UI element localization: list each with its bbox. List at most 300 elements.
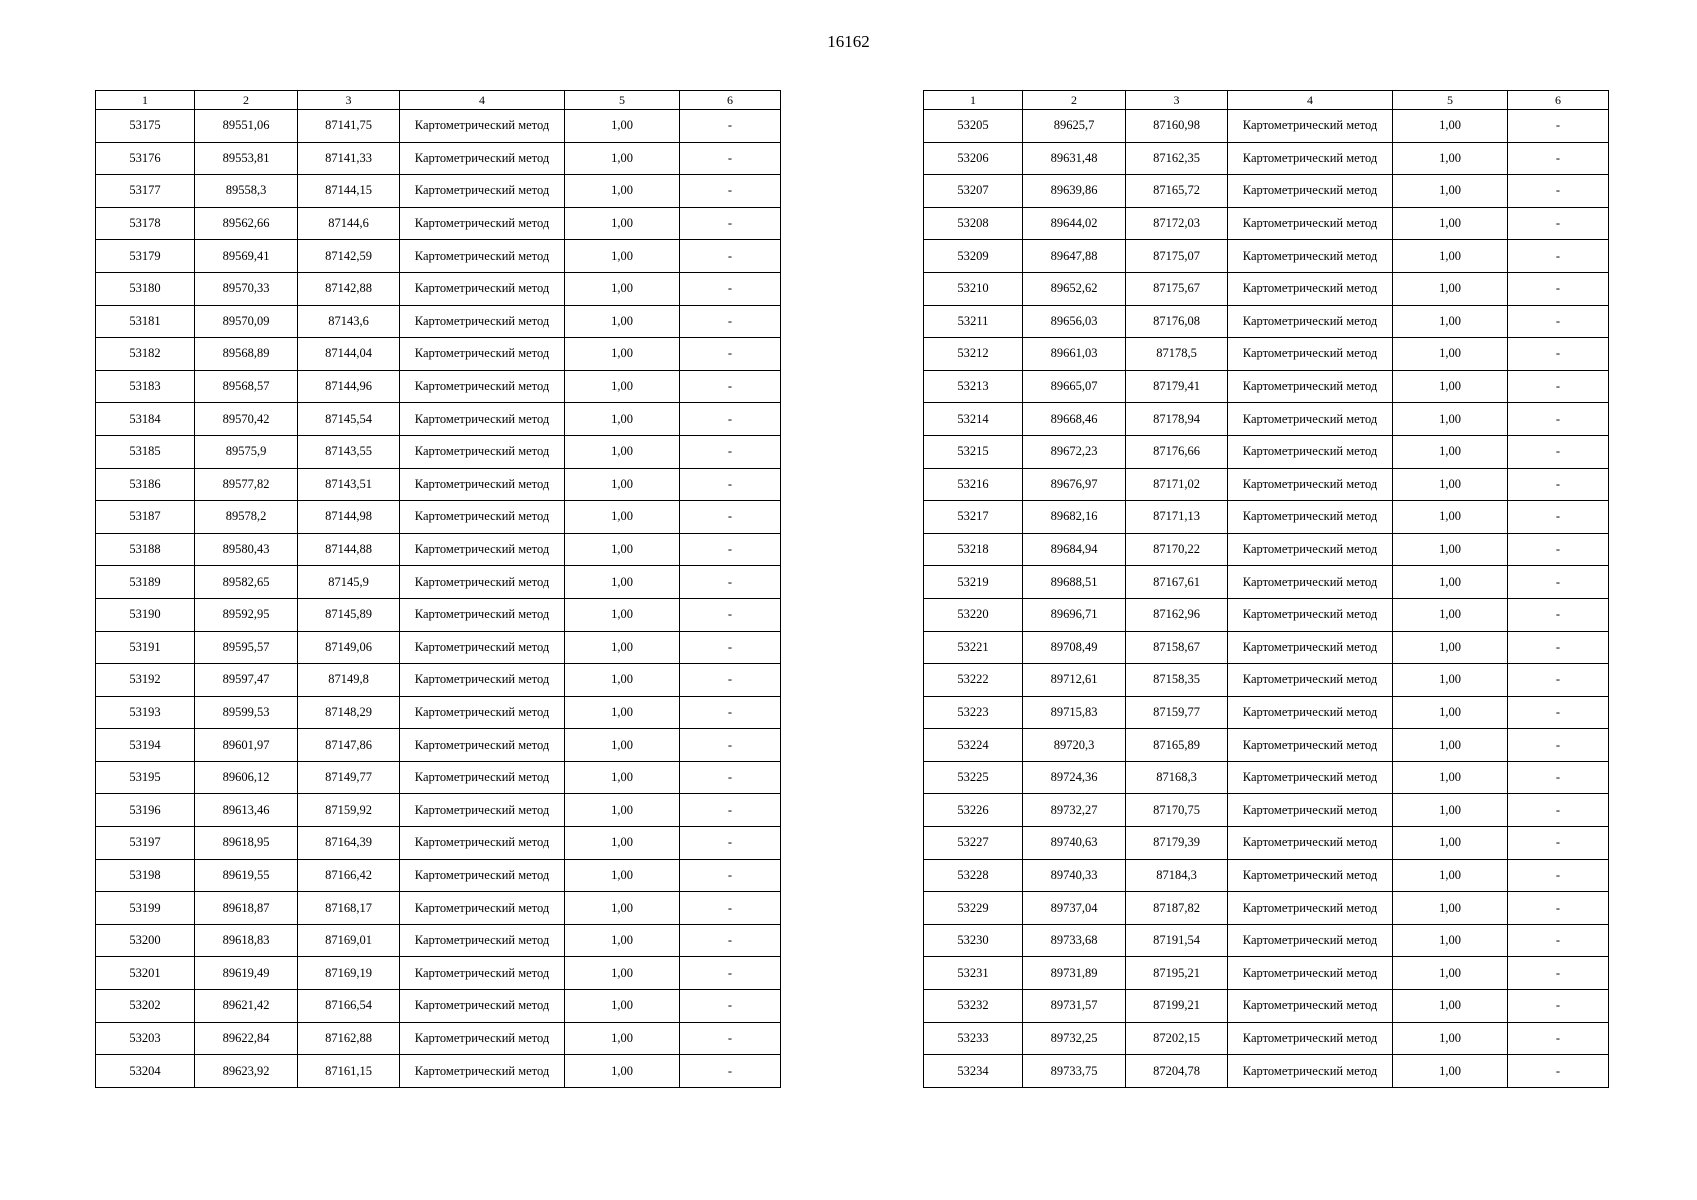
coordinates-table-left — [95, 90, 781, 1088]
method-cell: Картометрический метод — [400, 240, 565, 273]
point-number-cell: 53200 — [96, 924, 195, 957]
method-cell: Картометрический метод — [1228, 827, 1393, 860]
note-cell: - — [680, 468, 781, 501]
table-row — [96, 142, 781, 175]
y-coordinate-cell: 87141,75 — [298, 110, 400, 143]
x-coordinate-cell: 89618,87 — [195, 892, 298, 925]
y-coordinate-cell: 87165,89 — [1126, 729, 1228, 762]
y-coordinate-cell: 87159,77 — [1126, 696, 1228, 729]
table-row — [924, 142, 1609, 175]
table-row — [96, 761, 781, 794]
table-row — [924, 924, 1609, 957]
y-coordinate-cell: 87169,19 — [298, 957, 400, 990]
x-coordinate-cell: 89656,03 — [1023, 305, 1126, 338]
y-coordinate-cell: 87170,75 — [1126, 794, 1228, 827]
column-header: 4 — [400, 91, 565, 110]
y-coordinate-cell: 87178,94 — [1126, 403, 1228, 436]
table-row — [924, 305, 1609, 338]
table-row — [96, 110, 781, 143]
y-coordinate-cell: 87187,82 — [1126, 892, 1228, 925]
x-coordinate-cell: 89682,16 — [1023, 501, 1126, 534]
table-row — [924, 598, 1609, 631]
point-number-cell: 53180 — [96, 272, 195, 305]
point-number-cell: 53196 — [96, 794, 195, 827]
table-row — [96, 338, 781, 371]
y-coordinate-cell: 87144,15 — [298, 175, 400, 208]
x-coordinate-cell: 89724,36 — [1023, 761, 1126, 794]
table-row — [924, 566, 1609, 599]
x-coordinate-cell: 89568,89 — [195, 338, 298, 371]
y-coordinate-cell: 87169,01 — [298, 924, 400, 957]
accuracy-cell: 1,00 — [565, 338, 680, 371]
accuracy-cell: 1,00 — [565, 761, 680, 794]
x-coordinate-cell: 89613,46 — [195, 794, 298, 827]
point-number-cell: 53208 — [924, 207, 1023, 240]
table-row — [96, 859, 781, 892]
table-row — [924, 435, 1609, 468]
x-coordinate-cell: 89731,89 — [1023, 957, 1126, 990]
table-row — [924, 631, 1609, 664]
method-cell: Картометрический метод — [400, 142, 565, 175]
accuracy-cell: 1,00 — [1393, 207, 1508, 240]
column-header: 2 — [1023, 91, 1126, 110]
accuracy-cell: 1,00 — [1393, 664, 1508, 697]
table-row — [96, 175, 781, 208]
note-cell: - — [680, 435, 781, 468]
x-coordinate-cell: 89631,48 — [1023, 142, 1126, 175]
method-cell: Картометрический метод — [1228, 1055, 1393, 1088]
note-cell: - — [680, 794, 781, 827]
y-coordinate-cell: 87149,06 — [298, 631, 400, 664]
point-number-cell: 53201 — [96, 957, 195, 990]
point-number-cell: 53211 — [924, 305, 1023, 338]
table-row — [96, 403, 781, 436]
table-row — [924, 990, 1609, 1023]
point-number-cell: 53218 — [924, 533, 1023, 566]
point-number-cell: 53177 — [96, 175, 195, 208]
column-header: 1 — [96, 91, 195, 110]
x-coordinate-cell: 89582,65 — [195, 566, 298, 599]
y-coordinate-cell: 87195,21 — [1126, 957, 1228, 990]
x-coordinate-cell: 89731,57 — [1023, 990, 1126, 1023]
accuracy-cell: 1,00 — [565, 729, 680, 762]
method-cell: Картометрический метод — [400, 1022, 565, 1055]
table-row — [924, 794, 1609, 827]
x-coordinate-cell: 89569,41 — [195, 240, 298, 273]
x-coordinate-cell: 89652,62 — [1023, 272, 1126, 305]
method-cell: Картометрический метод — [400, 338, 565, 371]
accuracy-cell: 1,00 — [1393, 598, 1508, 631]
accuracy-cell: 1,00 — [1393, 1055, 1508, 1088]
method-cell: Картометрический метод — [400, 468, 565, 501]
note-cell: - — [1508, 957, 1609, 990]
y-coordinate-cell: 87199,21 — [1126, 990, 1228, 1023]
y-coordinate-cell: 87202,15 — [1126, 1022, 1228, 1055]
point-number-cell: 53229 — [924, 892, 1023, 925]
note-cell: - — [680, 370, 781, 403]
note-cell: - — [1508, 827, 1609, 860]
x-coordinate-cell: 89639,86 — [1023, 175, 1126, 208]
y-coordinate-cell: 87149,8 — [298, 664, 400, 697]
method-cell: Картометрический метод — [400, 892, 565, 925]
point-number-cell: 53230 — [924, 924, 1023, 957]
note-cell: - — [680, 338, 781, 371]
accuracy-cell: 1,00 — [565, 403, 680, 436]
note-cell: - — [680, 403, 781, 436]
accuracy-cell: 1,00 — [1393, 468, 1508, 501]
accuracy-cell: 1,00 — [1393, 240, 1508, 273]
accuracy-cell: 1,00 — [1393, 924, 1508, 957]
column-header: 2 — [195, 91, 298, 110]
method-cell: Картометрический метод — [400, 827, 565, 860]
table-row — [924, 403, 1609, 436]
note-cell: - — [680, 924, 781, 957]
accuracy-cell: 1,00 — [1393, 696, 1508, 729]
note-cell: - — [680, 1022, 781, 1055]
accuracy-cell: 1,00 — [565, 1055, 680, 1088]
accuracy-cell: 1,00 — [1393, 761, 1508, 794]
y-coordinate-cell: 87162,88 — [298, 1022, 400, 1055]
method-cell: Картометрический метод — [400, 696, 565, 729]
note-cell: - — [680, 501, 781, 534]
table-row — [96, 370, 781, 403]
point-number-cell: 53222 — [924, 664, 1023, 697]
x-coordinate-cell: 89732,25 — [1023, 1022, 1126, 1055]
note-cell: - — [1508, 468, 1609, 501]
method-cell: Картометрический метод — [400, 631, 565, 664]
y-coordinate-cell: 87145,9 — [298, 566, 400, 599]
accuracy-cell: 1,00 — [565, 794, 680, 827]
y-coordinate-cell: 87179,39 — [1126, 827, 1228, 860]
accuracy-cell: 1,00 — [565, 1022, 680, 1055]
method-cell: Картометрический метод — [400, 990, 565, 1023]
note-cell: - — [680, 761, 781, 794]
x-coordinate-cell: 89672,23 — [1023, 435, 1126, 468]
table-header — [96, 91, 781, 110]
table-row — [96, 664, 781, 697]
point-number-cell: 53221 — [924, 631, 1023, 664]
method-cell: Картометрический метод — [400, 207, 565, 240]
note-cell: - — [680, 957, 781, 990]
point-number-cell: 53187 — [96, 501, 195, 534]
y-coordinate-cell: 87145,54 — [298, 403, 400, 436]
table-row — [96, 305, 781, 338]
note-cell: - — [1508, 729, 1609, 762]
point-number-cell: 53190 — [96, 598, 195, 631]
method-cell: Картометрический метод — [1228, 696, 1393, 729]
page-number: 16162 — [827, 32, 870, 51]
method-cell: Картометрический метод — [1228, 990, 1393, 1023]
column-header: 5 — [1393, 91, 1508, 110]
accuracy-cell: 1,00 — [565, 924, 680, 957]
y-coordinate-cell: 87145,89 — [298, 598, 400, 631]
method-cell: Картометрический метод — [400, 403, 565, 436]
note-cell: - — [1508, 794, 1609, 827]
x-coordinate-cell: 89720,3 — [1023, 729, 1126, 762]
method-cell: Картометрический метод — [1228, 892, 1393, 925]
note-cell: - — [680, 207, 781, 240]
x-coordinate-cell: 89625,7 — [1023, 110, 1126, 143]
method-cell: Картометрический метод — [400, 370, 565, 403]
x-coordinate-cell: 89708,49 — [1023, 631, 1126, 664]
point-number-cell: 53226 — [924, 794, 1023, 827]
table-header — [924, 91, 1609, 110]
method-cell: Картометрический метод — [400, 924, 565, 957]
y-coordinate-cell: 87172,03 — [1126, 207, 1228, 240]
point-number-cell: 53216 — [924, 468, 1023, 501]
note-cell: - — [680, 729, 781, 762]
table-row — [96, 598, 781, 631]
method-cell: Картометрический метод — [400, 175, 565, 208]
method-cell: Картометрический метод — [1228, 533, 1393, 566]
table-row — [924, 370, 1609, 403]
accuracy-cell: 1,00 — [565, 272, 680, 305]
table-row — [924, 957, 1609, 990]
y-coordinate-cell: 87204,78 — [1126, 1055, 1228, 1088]
point-number-cell: 53175 — [96, 110, 195, 143]
x-coordinate-cell: 89570,42 — [195, 403, 298, 436]
x-coordinate-cell: 89618,95 — [195, 827, 298, 860]
y-coordinate-cell: 87191,54 — [1126, 924, 1228, 957]
method-cell: Картометрический метод — [1228, 435, 1393, 468]
note-cell: - — [680, 533, 781, 566]
accuracy-cell: 1,00 — [1393, 566, 1508, 599]
point-number-cell: 53186 — [96, 468, 195, 501]
accuracy-cell: 1,00 — [565, 664, 680, 697]
x-coordinate-cell: 89676,97 — [1023, 468, 1126, 501]
note-cell: - — [1508, 598, 1609, 631]
point-number-cell: 53224 — [924, 729, 1023, 762]
method-cell: Картометрический метод — [1228, 142, 1393, 175]
point-number-cell: 53179 — [96, 240, 195, 273]
y-coordinate-cell: 87171,02 — [1126, 468, 1228, 501]
table-row — [924, 729, 1609, 762]
x-coordinate-cell: 89597,47 — [195, 664, 298, 697]
method-cell: Картометрический метод — [1228, 338, 1393, 371]
y-coordinate-cell: 87175,07 — [1126, 240, 1228, 273]
method-cell: Картометрический метод — [1228, 598, 1393, 631]
column-header: 5 — [565, 91, 680, 110]
note-cell: - — [680, 1055, 781, 1088]
note-cell: - — [1508, 631, 1609, 664]
x-coordinate-cell: 89553,81 — [195, 142, 298, 175]
y-coordinate-cell: 87158,35 — [1126, 664, 1228, 697]
table-row — [96, 696, 781, 729]
x-coordinate-cell: 89740,33 — [1023, 859, 1126, 892]
table-row — [924, 501, 1609, 534]
method-cell: Картометрический метод — [400, 435, 565, 468]
table-row — [924, 207, 1609, 240]
note-cell: - — [1508, 696, 1609, 729]
method-cell: Картометрический метод — [400, 794, 565, 827]
table-row — [96, 501, 781, 534]
y-coordinate-cell: 87160,98 — [1126, 110, 1228, 143]
x-coordinate-cell: 89619,55 — [195, 859, 298, 892]
accuracy-cell: 1,00 — [1393, 1022, 1508, 1055]
method-cell: Картометрический метод — [1228, 761, 1393, 794]
point-number-cell: 53234 — [924, 1055, 1023, 1088]
table-row — [96, 272, 781, 305]
method-cell: Картометрический метод — [1228, 1022, 1393, 1055]
y-coordinate-cell: 87168,3 — [1126, 761, 1228, 794]
y-coordinate-cell: 87142,88 — [298, 272, 400, 305]
point-number-cell: 53203 — [96, 1022, 195, 1055]
point-number-cell: 53219 — [924, 566, 1023, 599]
x-coordinate-cell: 89661,03 — [1023, 338, 1126, 371]
y-coordinate-cell: 87148,29 — [298, 696, 400, 729]
note-cell: - — [1508, 142, 1609, 175]
method-cell: Картометрический метод — [400, 110, 565, 143]
method-cell: Картометрический метод — [1228, 240, 1393, 273]
note-cell: - — [1508, 761, 1609, 794]
note-cell: - — [680, 598, 781, 631]
note-cell: - — [1508, 370, 1609, 403]
column-header: 6 — [1508, 91, 1609, 110]
method-cell: Картометрический метод — [400, 664, 565, 697]
note-cell: - — [680, 566, 781, 599]
note-cell: - — [1508, 1022, 1609, 1055]
method-cell: Картометрический метод — [1228, 272, 1393, 305]
x-coordinate-cell: 89599,53 — [195, 696, 298, 729]
y-coordinate-cell: 87144,96 — [298, 370, 400, 403]
method-cell: Картометрический метод — [1228, 794, 1393, 827]
table-row — [924, 761, 1609, 794]
y-coordinate-cell: 87161,15 — [298, 1055, 400, 1088]
column-header: 1 — [924, 91, 1023, 110]
table-row — [96, 533, 781, 566]
method-cell: Картометрический метод — [1228, 175, 1393, 208]
x-coordinate-cell: 89619,49 — [195, 957, 298, 990]
y-coordinate-cell: 87162,35 — [1126, 142, 1228, 175]
accuracy-cell: 1,00 — [1393, 794, 1508, 827]
method-cell: Картометрический метод — [1228, 110, 1393, 143]
point-number-cell: 53212 — [924, 338, 1023, 371]
accuracy-cell: 1,00 — [1393, 533, 1508, 566]
method-cell: Картометрический метод — [400, 533, 565, 566]
x-coordinate-cell: 89578,2 — [195, 501, 298, 534]
table-row — [96, 794, 781, 827]
method-cell: Картометрический метод — [1228, 305, 1393, 338]
point-number-cell: 53192 — [96, 664, 195, 697]
point-number-cell: 53209 — [924, 240, 1023, 273]
y-coordinate-cell: 87147,86 — [298, 729, 400, 762]
accuracy-cell: 1,00 — [1393, 827, 1508, 860]
accuracy-cell: 1,00 — [1393, 729, 1508, 762]
x-coordinate-cell: 89570,33 — [195, 272, 298, 305]
note-cell: - — [680, 827, 781, 860]
y-coordinate-cell: 87166,42 — [298, 859, 400, 892]
x-coordinate-cell: 89595,57 — [195, 631, 298, 664]
table-row — [924, 338, 1609, 371]
note-cell: - — [1508, 207, 1609, 240]
y-coordinate-cell: 87178,5 — [1126, 338, 1228, 371]
note-cell: - — [1508, 924, 1609, 957]
point-number-cell: 53197 — [96, 827, 195, 860]
x-coordinate-cell: 89688,51 — [1023, 566, 1126, 599]
x-coordinate-cell: 89577,82 — [195, 468, 298, 501]
method-cell: Картометрический метод — [1228, 370, 1393, 403]
table-row — [96, 468, 781, 501]
method-cell: Картометрический метод — [1228, 859, 1393, 892]
y-coordinate-cell: 87171,13 — [1126, 501, 1228, 534]
note-cell: - — [680, 305, 781, 338]
point-number-cell: 53233 — [924, 1022, 1023, 1055]
method-cell: Картометрический метод — [400, 272, 565, 305]
note-cell: - — [680, 631, 781, 664]
x-coordinate-cell: 89647,88 — [1023, 240, 1126, 273]
accuracy-cell: 1,00 — [565, 435, 680, 468]
x-coordinate-cell: 89601,97 — [195, 729, 298, 762]
point-number-cell: 53183 — [96, 370, 195, 403]
method-cell: Картометрический метод — [1228, 957, 1393, 990]
method-cell: Картометрический метод — [400, 305, 565, 338]
x-coordinate-cell: 89668,46 — [1023, 403, 1126, 436]
accuracy-cell: 1,00 — [1393, 859, 1508, 892]
accuracy-cell: 1,00 — [565, 305, 680, 338]
point-number-cell: 53225 — [924, 761, 1023, 794]
y-coordinate-cell: 87144,98 — [298, 501, 400, 534]
table-row — [924, 110, 1609, 143]
x-coordinate-cell: 89696,71 — [1023, 598, 1126, 631]
note-cell: - — [1508, 533, 1609, 566]
accuracy-cell: 1,00 — [1393, 631, 1508, 664]
y-coordinate-cell: 87143,51 — [298, 468, 400, 501]
table-row — [924, 272, 1609, 305]
x-coordinate-cell: 89562,66 — [195, 207, 298, 240]
method-cell: Картометрический метод — [400, 859, 565, 892]
accuracy-cell: 1,00 — [1393, 370, 1508, 403]
accuracy-cell: 1,00 — [1393, 338, 1508, 371]
accuracy-cell: 1,00 — [1393, 501, 1508, 534]
x-coordinate-cell: 89592,95 — [195, 598, 298, 631]
method-cell: Картометрический метод — [400, 729, 565, 762]
y-coordinate-cell: 87184,3 — [1126, 859, 1228, 892]
y-coordinate-cell: 87143,55 — [298, 435, 400, 468]
accuracy-cell: 1,00 — [565, 859, 680, 892]
accuracy-cell: 1,00 — [565, 696, 680, 729]
accuracy-cell: 1,00 — [565, 240, 680, 273]
y-coordinate-cell: 87167,61 — [1126, 566, 1228, 599]
x-coordinate-cell: 89606,12 — [195, 761, 298, 794]
y-coordinate-cell: 87141,33 — [298, 142, 400, 175]
point-number-cell: 53195 — [96, 761, 195, 794]
point-number-cell: 53207 — [924, 175, 1023, 208]
accuracy-cell: 1,00 — [1393, 272, 1508, 305]
x-coordinate-cell: 89551,06 — [195, 110, 298, 143]
y-coordinate-cell: 87179,41 — [1126, 370, 1228, 403]
point-number-cell: 53198 — [96, 859, 195, 892]
y-coordinate-cell: 87164,39 — [298, 827, 400, 860]
x-coordinate-cell: 89665,07 — [1023, 370, 1126, 403]
point-number-cell: 53182 — [96, 338, 195, 371]
point-number-cell: 53227 — [924, 827, 1023, 860]
x-coordinate-cell: 89558,3 — [195, 175, 298, 208]
accuracy-cell: 1,00 — [565, 142, 680, 175]
point-number-cell: 53214 — [924, 403, 1023, 436]
table-row — [96, 435, 781, 468]
x-coordinate-cell: 89618,83 — [195, 924, 298, 957]
note-cell: - — [1508, 175, 1609, 208]
note-cell: - — [680, 990, 781, 1023]
point-number-cell: 53217 — [924, 501, 1023, 534]
y-coordinate-cell: 87168,17 — [298, 892, 400, 925]
column-header: 3 — [298, 91, 400, 110]
accuracy-cell: 1,00 — [1393, 142, 1508, 175]
method-cell: Картометрический метод — [1228, 924, 1393, 957]
x-coordinate-cell: 89644,02 — [1023, 207, 1126, 240]
table-row — [96, 207, 781, 240]
method-cell: Картометрический метод — [1228, 631, 1393, 664]
